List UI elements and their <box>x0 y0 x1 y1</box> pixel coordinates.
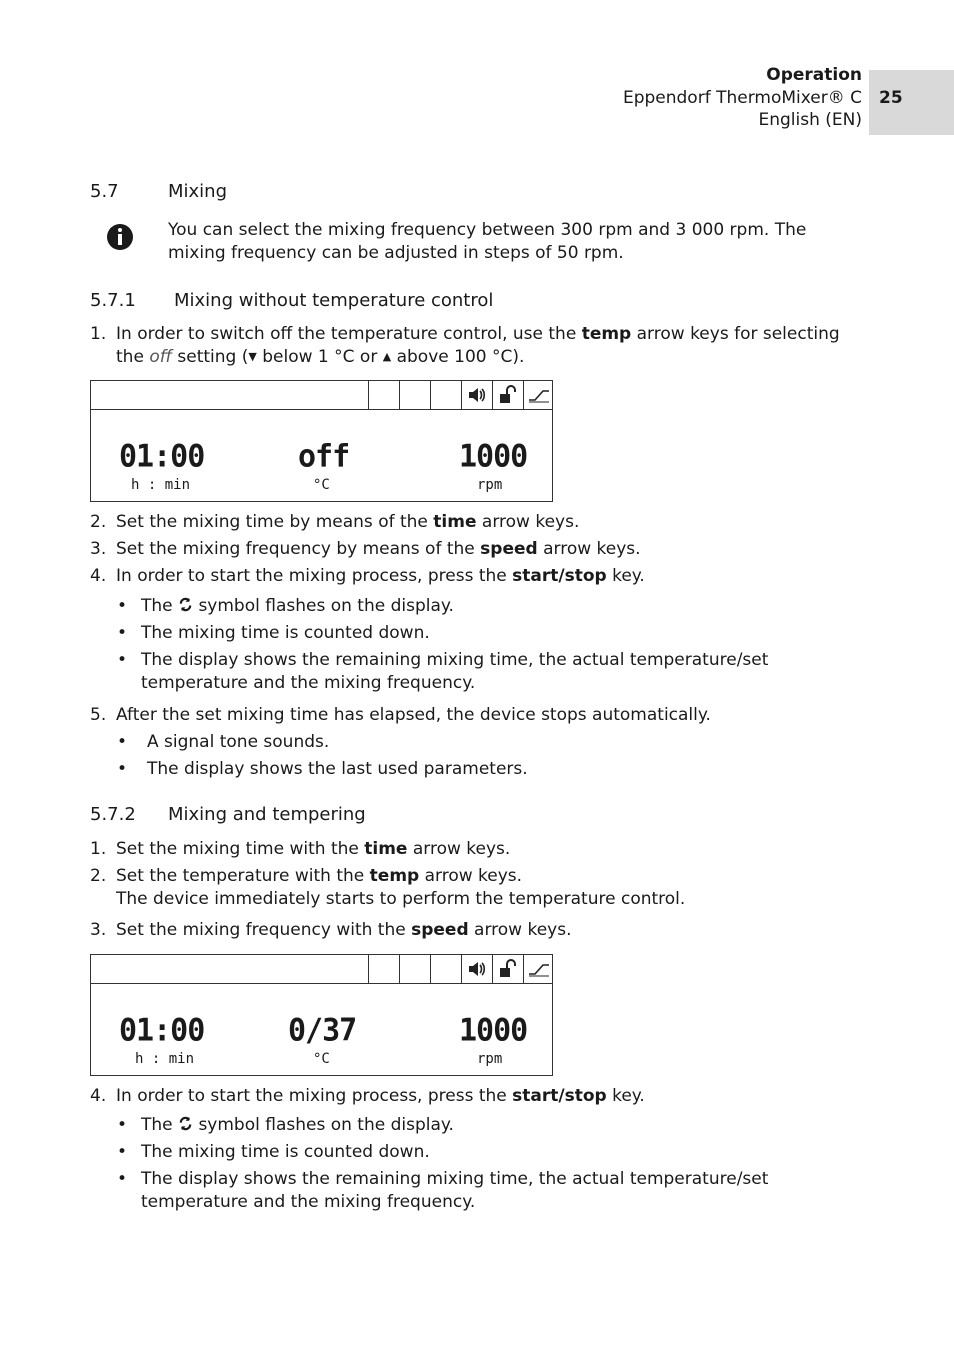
display-speed-value: 1000 <box>459 1012 528 1049</box>
device-display <box>90 380 553 502</box>
bullet-text-cont: temperature and the mixing frequency. <box>141 1192 476 1212</box>
step-text-cont: the off setting (▼ below 1 °C or ▲ above 100 °C). <box>116 347 525 367</box>
step-text: Set the mixing frequency with the speed arrow keys. <box>116 920 572 940</box>
temperature-ramp-icon <box>523 955 554 983</box>
sync-icon <box>178 597 193 612</box>
bullet-text: The mixing time is counted down. <box>141 1142 430 1162</box>
subsection-title: Mixing and tempering <box>168 804 366 825</box>
status-cell <box>368 381 399 409</box>
step-number: 4. <box>90 1086 107 1106</box>
display-temp-unit: °C <box>313 1051 330 1067</box>
step-number: 3. <box>90 539 107 559</box>
display-speed-unit: rpm <box>477 477 503 493</box>
status-cell <box>430 955 461 983</box>
step-number: 1. <box>90 324 107 344</box>
status-cell <box>430 381 461 409</box>
step-number: 4. <box>90 566 107 586</box>
up-arrow-icon: ▲ <box>382 350 392 363</box>
bullet-text: The display shows the remaining mixing time, the actual temperature/set <box>141 1169 769 1189</box>
step-text: In order to switch off the temperature control, use the temp arrow keys for selecting <box>116 324 840 344</box>
bullet-text-cont: temperature and the mixing frequency. <box>141 673 476 693</box>
speaker-icon <box>461 955 492 983</box>
status-cell <box>399 955 430 983</box>
bullet-text: A signal tone sounds. <box>147 732 330 752</box>
header-section: Operation <box>766 65 862 85</box>
bullet: • <box>117 623 128 643</box>
step-number: 5. <box>90 705 107 725</box>
bullet-text: The symbol flashes on the display. <box>141 596 454 616</box>
step-text: Set the mixing time by means of the time arrow keys. <box>116 512 580 532</box>
bullet-text: The symbol flashes on the display. <box>141 1115 454 1135</box>
bullet-text: The display shows the last used parameters. <box>147 759 528 779</box>
bullet: • <box>117 1115 128 1135</box>
page-number: 25 <box>879 88 903 108</box>
step-text: In order to start the mixing process, press the start/stop key. <box>116 1086 645 1106</box>
bullet: • <box>117 732 128 752</box>
bullet-text: The display shows the remaining mixing time, the actual temperature/set <box>141 650 769 670</box>
step-number: 2. <box>90 512 107 532</box>
speaker-icon <box>461 381 492 409</box>
subsection-number: 5.7.2 <box>90 804 136 825</box>
section-number: 5.7 <box>90 181 119 202</box>
section-title: Mixing <box>168 181 228 202</box>
bullet: • <box>117 1169 128 1189</box>
device-display <box>90 954 553 1076</box>
temperature-ramp-icon <box>523 381 554 409</box>
step-text: Set the mixing frequency by means of the speed arrow keys. <box>116 539 641 559</box>
lock-icon <box>492 381 523 409</box>
step-text: Set the temperature with the temp arrow keys. <box>116 866 523 886</box>
step-number: 2. <box>90 866 107 886</box>
display-temp-value: off <box>298 438 350 475</box>
display-temp-unit: °C <box>313 477 330 493</box>
down-arrow-icon: ▼ <box>248 350 257 363</box>
display-time-unit: h : min <box>135 1051 195 1067</box>
bullet: • <box>117 1142 128 1162</box>
display-temp-value: 0/37 <box>288 1012 357 1049</box>
info-text-line1: You can select the mixing frequency between 300 rpm and 3 000 rpm. The <box>168 220 807 240</box>
display-speed-unit: rpm <box>477 1051 503 1067</box>
display-speed-value: 1000 <box>459 438 528 475</box>
step-text: After the set mixing time has elapsed, the device stops automatically. <box>116 705 711 725</box>
step-text: In order to start the mixing process, press the start/stop key. <box>116 566 645 586</box>
subsection-title: Mixing without temperature control <box>174 290 494 311</box>
display-time-unit: h : min <box>131 477 191 493</box>
step-text: Set the mixing time with the time arrow keys. <box>116 839 511 859</box>
status-cell <box>399 381 430 409</box>
page-header <box>623 64 862 132</box>
lock-icon <box>492 955 523 983</box>
header-language: English (EN) <box>758 110 862 130</box>
bullet: • <box>117 650 128 670</box>
sync-icon <box>178 1116 193 1131</box>
bullet: • <box>117 759 128 779</box>
display-time-value: 01:00 <box>119 1012 205 1049</box>
info-text-line2: mixing frequency can be adjusted in steps of 50 rpm. <box>168 243 624 263</box>
subsection-number: 5.7.1 <box>90 290 136 311</box>
status-cell <box>368 955 399 983</box>
step-number: 1. <box>90 839 107 859</box>
info-icon <box>107 224 133 250</box>
header-product: Eppendorf ThermoMixer® C <box>622 87 862 108</box>
bullet-text: The mixing time is counted down. <box>141 623 430 643</box>
step-number: 3. <box>90 920 107 940</box>
step-text-cont: The device immediately starts to perform the temperature control. <box>116 889 686 909</box>
page-number-box <box>869 70 954 135</box>
display-time-value: 01:00 <box>119 438 205 475</box>
bullet: • <box>117 596 128 616</box>
